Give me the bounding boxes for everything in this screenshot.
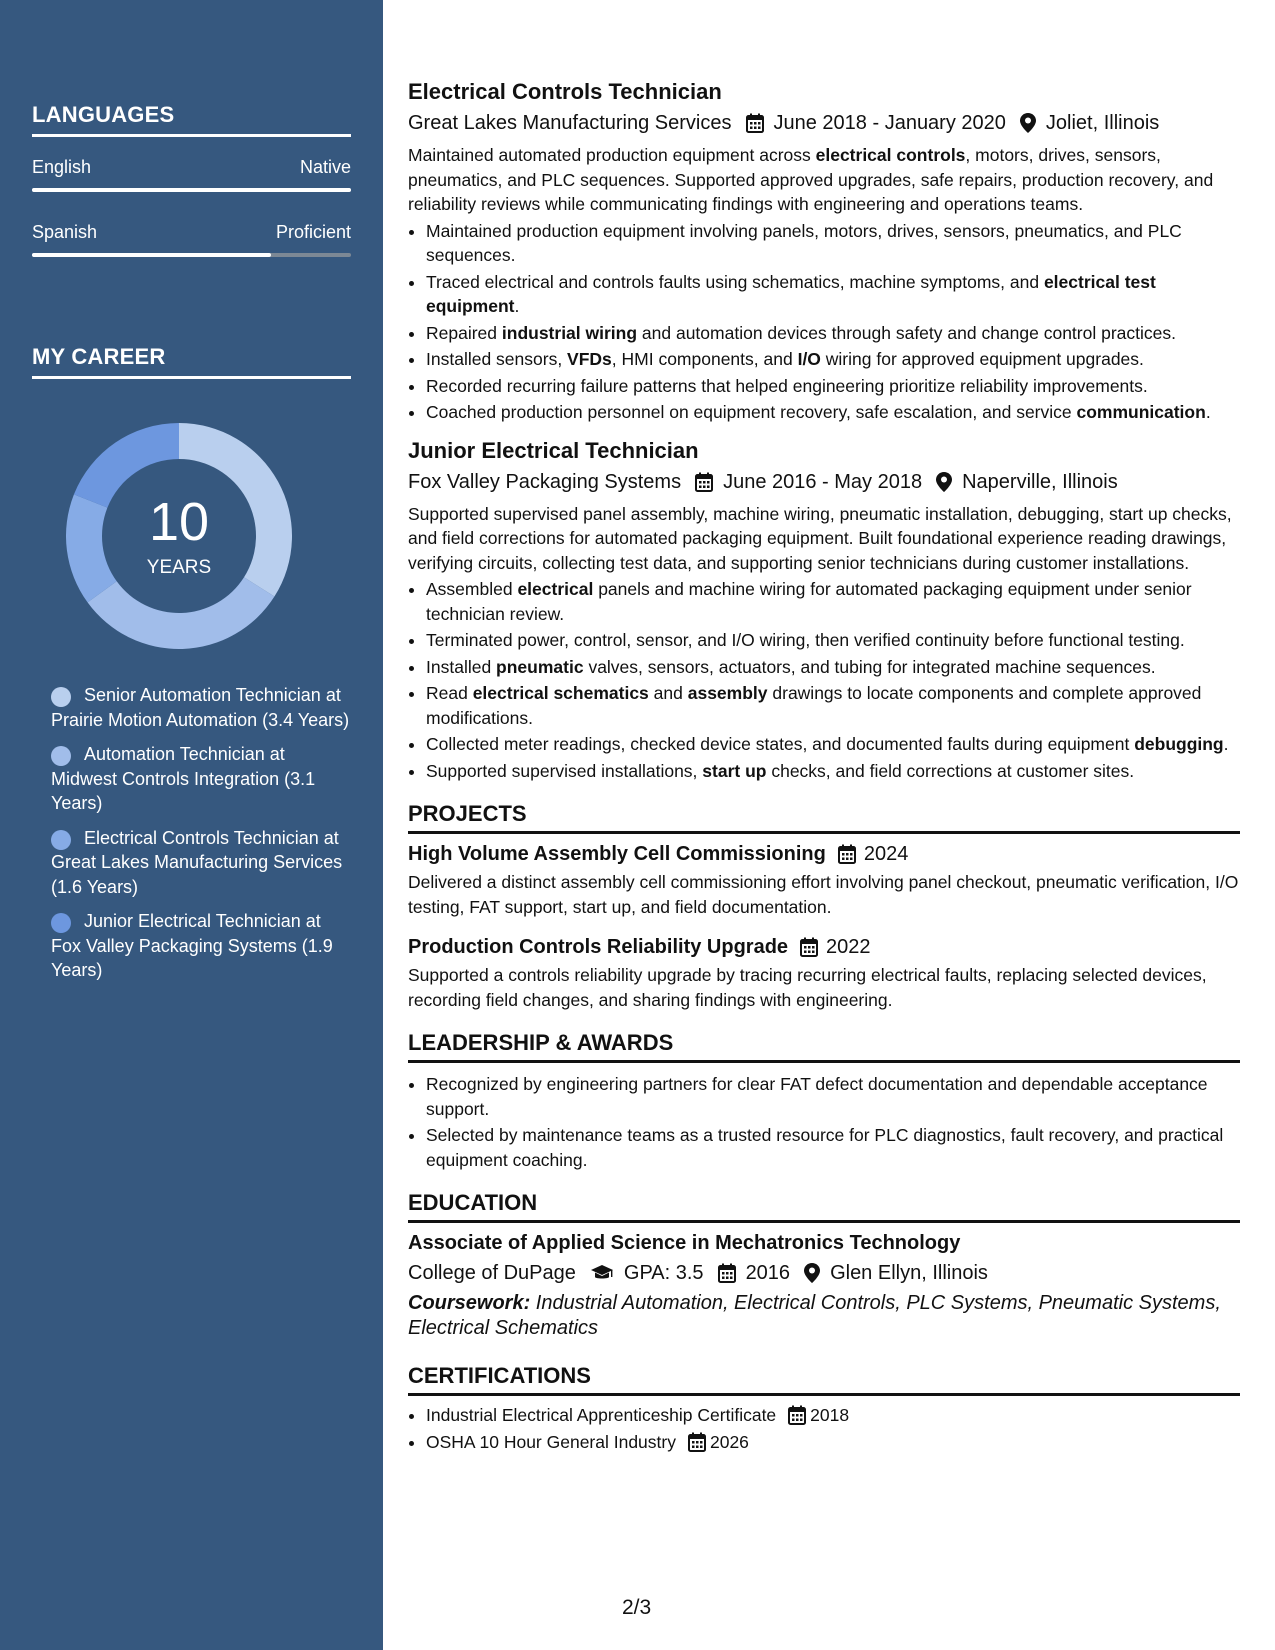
- job-bullets: [408, 219, 1240, 425]
- leadership-section: [408, 1030, 1240, 1172]
- legend-dot-icon: [51, 687, 71, 707]
- emphasis-text: electrical: [517, 579, 594, 599]
- leadership-list: [408, 1072, 1240, 1172]
- project-description: Supported a controls reliability upgrade by tracing recurring electrical faults, replacing selected devices, recording field changes, and sharing findings with engineering.: [408, 965, 1207, 1010]
- career-legend-item: [32, 909, 352, 983]
- education-section: [408, 1190, 1240, 1341]
- sidebar: [0, 0, 383, 1650]
- legend-dot-icon: [51, 913, 71, 933]
- main-content: [408, 78, 1240, 1456]
- emphasis-text: I/O: [797, 349, 821, 369]
- bullet-item: [426, 759, 1240, 784]
- bullet-item: [426, 321, 1240, 346]
- career-section: [32, 344, 351, 379]
- coursework-list: Industrial Automation, Electrical Controls, PLC Systems, Pneumatic Systems, Electrical Schematics: [408, 1292, 1221, 1339]
- language-proficiency-bar: [32, 253, 351, 257]
- coursework: [408, 1291, 1240, 1341]
- text-run: , HMI components, and: [611, 349, 798, 369]
- job-dates: June 2016 - May 2018: [723, 470, 923, 493]
- language-row: [32, 222, 351, 243]
- text-run: .: [1205, 402, 1211, 422]
- emphasis-text: assembly: [687, 683, 768, 703]
- project-description: Delivered a distinct assembly cell commissioning effort involving panel checkout, pneumatic verification, I/O testing, FAT support, start up, and field documentation.: [408, 872, 1239, 917]
- career-legend-text: Electrical Controls Technician at Great Lakes Manufacturing Services (1.6 Years): [51, 827, 343, 897]
- project-title-row: [408, 933, 1240, 961]
- experience-section: [408, 78, 1240, 783]
- language-level: Native: [299, 157, 351, 177]
- text-run: .: [514, 296, 520, 316]
- leadership-heading: LEADERSHIP & AWARDS: [408, 1030, 1240, 1063]
- text-run: Supported supervised installations,: [426, 760, 703, 781]
- text-run: Collected meter readings, checked device states, and documented faults during equipment: [426, 734, 1135, 754]
- job-entry: [408, 78, 1240, 425]
- languages-heading: LANGUAGES: [32, 102, 351, 137]
- text-run: checks, and field corrections at customer sites.: [766, 760, 1135, 781]
- project-title-row: [408, 840, 1240, 868]
- company-name: Fox Valley Packaging Systems: [408, 470, 682, 493]
- job-bullets: [408, 577, 1240, 783]
- map-pin-icon: [936, 472, 952, 492]
- calendar-icon: [688, 1432, 706, 1452]
- certification-name: • OSHA 10 Hour General Industry: [426, 1431, 676, 1452]
- certification-item: [426, 1403, 1240, 1428]
- total-years-value: 10: [148, 492, 210, 552]
- page-number: 2/3: [622, 1596, 652, 1619]
- text-run: Traced electrical and controls faults using schematics, machine symptoms, and: [426, 271, 1044, 292]
- text-run: Assembled: [426, 579, 518, 599]
- job-summary: [408, 143, 1240, 217]
- graduation-cap-icon: [590, 1264, 614, 1282]
- career-legend-text: Junior Electrical Technician at Fox Valley Packaging Systems (1.9 Years): [51, 911, 333, 980]
- job-title: Electrical Controls Technician: [408, 79, 722, 104]
- project-title: High Volume Assembly Cell Commissioning: [408, 843, 826, 865]
- emphasis-text: VFDs: [567, 349, 612, 369]
- award-item: • Selected by maintenance teams as a trusted resource for PLC diagnostics, fault recovery, and practical equipment coaching.: [426, 1123, 1240, 1172]
- certifications-heading: CERTIFICATIONS: [408, 1363, 1240, 1396]
- emphasis-text: electrical controls: [815, 145, 966, 165]
- certification-name: • Industrial Electrical Apprenticeship Certificate: [426, 1405, 777, 1425]
- language-proficiency-bar: [32, 188, 351, 192]
- bullet-item: [426, 681, 1240, 730]
- text-run: Installed: [426, 656, 497, 677]
- school-name: College of DuPage: [408, 1262, 576, 1284]
- calendar-icon: [695, 472, 713, 492]
- education-meta: [408, 1259, 1240, 1287]
- legend-dot-icon: [51, 746, 71, 766]
- languages-section: [32, 102, 351, 257]
- project-entry: [408, 933, 1240, 1012]
- project-year: 2024: [863, 843, 909, 865]
- project-year: 2022: [826, 936, 871, 958]
- emphasis-text: communication: [1076, 402, 1206, 422]
- graduation-year: 2016: [745, 1262, 791, 1284]
- career-legend-item: [32, 826, 352, 900]
- bullet-item: [426, 732, 1240, 757]
- map-pin-icon: [1020, 113, 1036, 133]
- certification-year: 2026: [709, 1431, 749, 1452]
- career-legend-text: Senior Automation Technician at Prairie Motion Automation (3.4 Years): [51, 685, 350, 730]
- text-run: wiring for approved equipment upgrades.: [820, 349, 1144, 369]
- certification-row: [426, 1403, 1240, 1428]
- award-item: • Recognized by engineering partners for clear FAT defect documentation and dependable acceptance support.: [426, 1072, 1240, 1121]
- school-location: Glen Ellyn, Illinois: [830, 1262, 988, 1284]
- project-entry: [408, 840, 1240, 919]
- text-run: Recorded recurring failure patterns that helped engineering prioritize reliability improvements.: [426, 375, 1148, 396]
- job-entry: [408, 437, 1240, 784]
- language-name: English: [32, 157, 92, 177]
- career-legend: [32, 683, 352, 993]
- job-location: Naperville, Illinois: [962, 470, 1118, 493]
- certifications-section: [408, 1363, 1240, 1454]
- bullet-item: [426, 400, 1240, 425]
- career-legend-item: [32, 683, 352, 732]
- text-run: valves, sensors, actuators, and tubing for integrated machine sequences.: [583, 656, 1156, 677]
- legend-dot-icon: [51, 830, 71, 850]
- emphasis-text: pneumatic: [496, 656, 584, 677]
- calendar-icon: [800, 937, 818, 957]
- calendar-icon: [788, 1405, 806, 1425]
- language-level: Proficient: [275, 222, 351, 242]
- text-run: Coached production personnel on equipment recovery, safe escalation, and service: [426, 402, 1077, 422]
- text-run: and automation devices through safety and change control practices.: [637, 322, 1176, 343]
- language-proficiency-fill: [32, 253, 271, 257]
- career-donut-chart: [66, 423, 292, 649]
- text-run: panels and machine wiring for automated packaging equipment under senior technician review.: [426, 579, 1192, 624]
- calendar-icon: [746, 113, 764, 133]
- map-pin-icon: [804, 1263, 820, 1283]
- emphasis-text: start up: [702, 760, 767, 781]
- bullet-item: [426, 347, 1240, 372]
- certification-item: [426, 1430, 1240, 1455]
- text-run: Read: [426, 683, 473, 703]
- career-legend-item: [32, 742, 352, 816]
- text-run: Maintained production equipment involving panels, motors, drives, sensors, pneumatics, and PLC sequences.: [426, 220, 1182, 265]
- job-summary: [408, 502, 1240, 576]
- text-run: , motors, drives, sensors, pneumatics, and PLC sequences. Supported approved upgrades, safe repairs, production recovery, and reliability reviews while communicating findings with engineering and operations teams.: [408, 145, 1214, 214]
- certifications-list: [408, 1403, 1240, 1454]
- job-dates: June 2018 - January 2020: [773, 112, 1006, 134]
- gpa: GPA: 3.5: [623, 1262, 704, 1284]
- text-run: Terminated power, control, sensor, and I/O wiring, then verified continuity before functional testing.: [426, 630, 1185, 650]
- bullet-item: [426, 628, 1240, 653]
- bullet-item: [426, 577, 1240, 626]
- language-row: [32, 157, 351, 178]
- job-meta: [408, 468, 1240, 496]
- text-run: Repaired: [426, 322, 502, 343]
- text-run: Supported supervised panel assembly, machine wiring, pneumatic installation, debugging, start up checks, and field corrections for automated packaging equipment. Built foundational experience reading drawings, verifying circuits, collecting test data, and supporting senior technicians during customer installations.: [408, 503, 1232, 573]
- company-name: Great Lakes Manufacturing Services: [408, 112, 732, 134]
- emphasis-text: industrial wiring: [501, 322, 638, 343]
- certification-year: 2018: [810, 1405, 850, 1425]
- projects-list: [408, 840, 1240, 1012]
- text-run: and: [648, 683, 688, 703]
- education-heading: EDUCATION: [408, 1190, 1240, 1223]
- job-meta: [408, 109, 1240, 137]
- total-years-label: YEARS: [146, 557, 212, 578]
- projects-section: [408, 801, 1240, 1012]
- emphasis-text: electrical schematics: [472, 683, 649, 703]
- career-legend-text: Automation Technician at Midwest Controls Integration (3.1 Years): [51, 744, 316, 813]
- calendar-icon: [718, 1263, 736, 1283]
- text-run: .: [1223, 734, 1229, 754]
- languages-list: [32, 157, 351, 257]
- coursework-label: Coursework:: [408, 1292, 531, 1314]
- emphasis-text: debugging: [1134, 734, 1224, 754]
- project-title: Production Controls Reliability Upgrade: [408, 936, 789, 958]
- calendar-icon: [838, 844, 856, 864]
- degree-title: Associate of Applied Science in Mechatronics Technology: [408, 1232, 961, 1254]
- language-name: Spanish: [32, 222, 98, 242]
- job-location: Joliet, Illinois: [1045, 112, 1160, 134]
- bullet-item: [426, 270, 1240, 319]
- career-heading: MY CAREER: [32, 344, 351, 379]
- certification-row: [426, 1430, 1240, 1455]
- text-run: drawings to locate components and complete approved modifications.: [426, 683, 1202, 728]
- emphasis-text: electrical test equipment: [426, 271, 1156, 316]
- job-title: Junior Electrical Technician: [408, 437, 699, 463]
- projects-heading: PROJECTS: [408, 801, 1240, 834]
- text-run: Maintained automated production equipment across: [408, 145, 816, 165]
- language-proficiency-fill: [32, 188, 351, 192]
- bullet-item: [426, 219, 1240, 268]
- bullet-item: [426, 374, 1240, 399]
- text-run: Installed sensors,: [426, 349, 568, 369]
- bullet-item: [426, 655, 1240, 680]
